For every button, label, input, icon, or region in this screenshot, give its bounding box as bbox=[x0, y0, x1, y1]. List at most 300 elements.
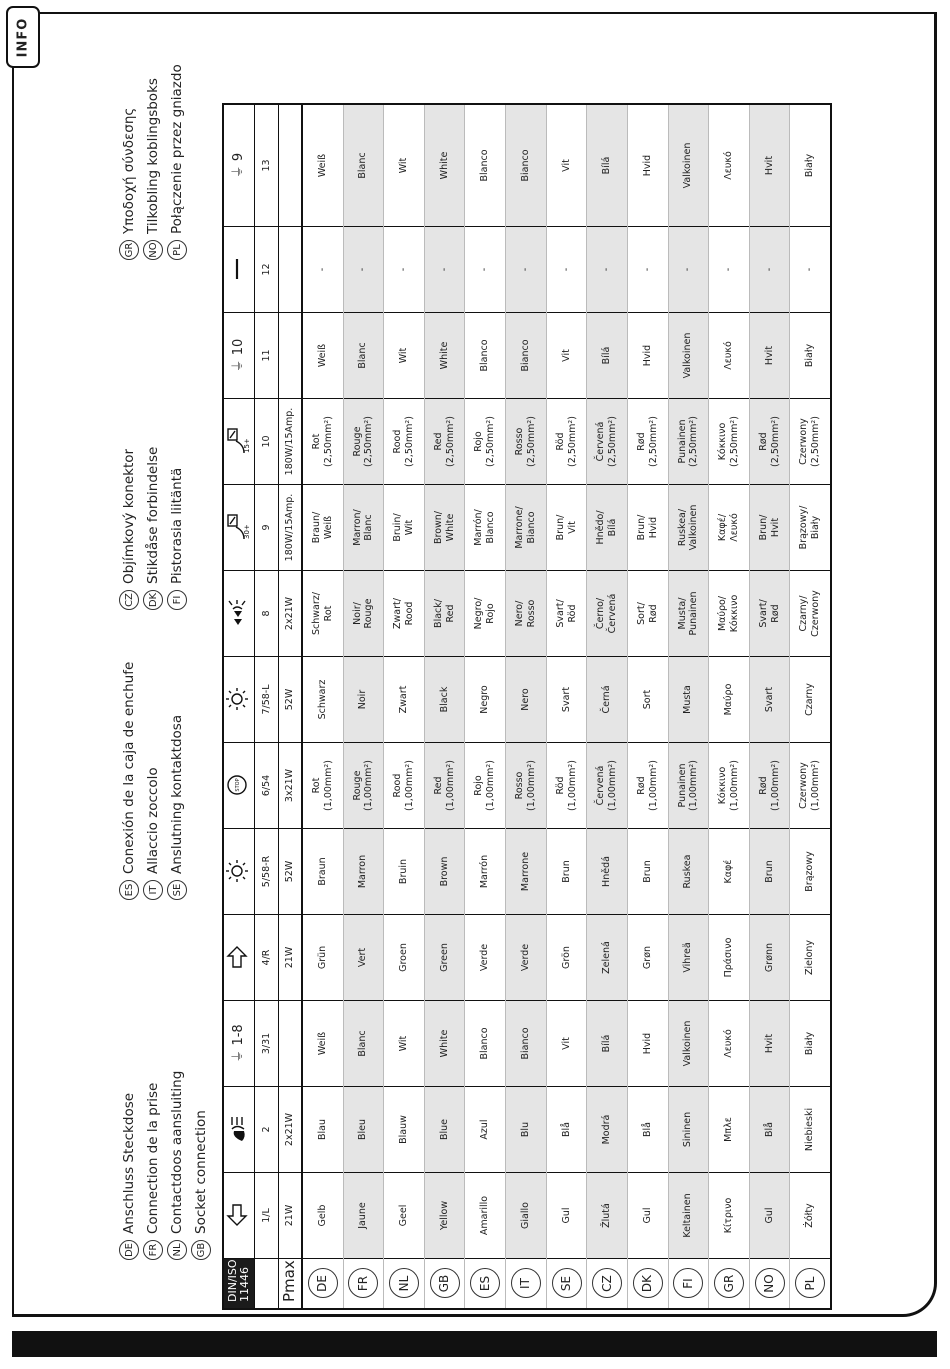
table-row bbox=[628, 105, 669, 1308]
wire-color-cell: Brun bbox=[750, 828, 790, 914]
wire-color-cell: Brun bbox=[628, 828, 668, 914]
wire-color-cell: - bbox=[425, 226, 465, 312]
pmax-value: 180W/15Amp. bbox=[279, 398, 301, 484]
wire-color-cell: Żółty bbox=[790, 1172, 830, 1258]
wire-color-cell: Brun/ Hvit bbox=[750, 484, 790, 570]
row-country-cell bbox=[344, 1258, 384, 1308]
wire-color-cell: White bbox=[425, 312, 465, 398]
wire-color-cell: Czarny/ Czerwony bbox=[790, 570, 830, 656]
ground-pin-label: ⏚ 9 bbox=[231, 152, 247, 179]
pin-number: 6/54 bbox=[255, 742, 277, 828]
column-icon-cell bbox=[224, 570, 254, 656]
wire-color-cell: Biały bbox=[804, 153, 816, 178]
column-icon-cell bbox=[224, 398, 254, 484]
wire-color-cell: Rød (1,00mm²) bbox=[750, 742, 790, 828]
wire-color-cell: Κόκκινο (2,50mm²) bbox=[709, 398, 749, 484]
wire-color-cell: Hvit bbox=[750, 1000, 790, 1086]
row-country-cell bbox=[587, 1258, 627, 1308]
wire-color-cell: Gul bbox=[750, 1172, 790, 1258]
wire-color-cell: Brązowy/ Biały bbox=[790, 484, 830, 570]
wire-color-cell: Gul bbox=[628, 1172, 668, 1258]
country-badge: DE bbox=[308, 1269, 338, 1299]
wire-color-cell: Keltainen bbox=[669, 1172, 709, 1258]
wire-color-cell: Braun bbox=[303, 828, 343, 914]
wire-color-cell: Sort bbox=[628, 656, 668, 742]
wire-color-cell: Green bbox=[425, 914, 465, 1000]
svg-text:30+: 30+ bbox=[243, 524, 252, 540]
wire-color-cell: Marrone bbox=[506, 828, 546, 914]
country-badge: PL bbox=[167, 240, 187, 260]
pin-number: 12 bbox=[255, 226, 277, 312]
legend-text: Anschluss Steckdose bbox=[121, 1092, 137, 1234]
wire-color-cell: Modrá bbox=[587, 1086, 627, 1172]
wire-color-cell: Zelená bbox=[587, 914, 627, 1000]
table-row bbox=[709, 105, 750, 1308]
country-badge: IT bbox=[143, 880, 163, 900]
fog-lamp-icon bbox=[224, 1116, 254, 1144]
column-icon-cell bbox=[224, 742, 254, 828]
row-country-cell bbox=[709, 1258, 749, 1308]
wire-color-cell: Punainen (1,00mm²) bbox=[669, 742, 709, 828]
country-badge: PL bbox=[795, 1269, 825, 1299]
wire-color-cell: Svart bbox=[750, 656, 790, 742]
wire-color-cell: Bílá bbox=[587, 105, 627, 226]
wire-color-cell: Czerwony (1,00mm²) bbox=[790, 742, 830, 828]
country-badge: GR bbox=[119, 240, 139, 260]
pin-number: 7/58-L bbox=[255, 656, 277, 742]
table-row bbox=[790, 105, 830, 1308]
wire-color-cell: Noir/ Rouge bbox=[344, 570, 384, 656]
tail-light-icon bbox=[224, 858, 254, 886]
legend-text: Połączenie przez gniazdo bbox=[169, 64, 185, 234]
wire-color-cell: - bbox=[750, 226, 790, 312]
legend-text: Connection de la prise bbox=[145, 1082, 161, 1234]
legend-item bbox=[165, 447, 189, 610]
wire-color-cell: White bbox=[425, 105, 465, 226]
wire-color-cell: Grün bbox=[303, 914, 343, 1000]
country-badge: NO bbox=[755, 1269, 785, 1299]
wire-color-cell: Nero bbox=[506, 656, 546, 742]
country-badge: ES bbox=[119, 880, 139, 900]
column-icon-cell bbox=[224, 484, 254, 570]
wire-color-cell: Azul bbox=[465, 1086, 505, 1172]
wire-color-cell: - bbox=[709, 226, 749, 312]
wire-color-cell: Yellow bbox=[425, 1172, 465, 1258]
table-row bbox=[587, 105, 628, 1308]
permanent-power-icon bbox=[224, 514, 254, 542]
wire-color-cell: Hnědá bbox=[587, 828, 627, 914]
table-row bbox=[547, 105, 588, 1308]
row-country-cell bbox=[465, 1258, 505, 1308]
wire-color-cell: Czerwony (2,50mm²) bbox=[790, 398, 830, 484]
column-icon-cell bbox=[224, 656, 254, 742]
legend-item bbox=[141, 64, 165, 260]
wire-color-cell: Hvid bbox=[628, 312, 668, 398]
legend-text: Socket connection bbox=[193, 1110, 209, 1234]
wire-color-cell: Red (2,50mm²) bbox=[425, 398, 465, 484]
rotated-content bbox=[85, 64, 845, 1310]
svg-text:15+: 15+ bbox=[243, 438, 252, 454]
wire-color-cell: Blanco bbox=[465, 1000, 505, 1086]
wire-color-cell: - bbox=[384, 226, 424, 312]
legend-text: Stikdåse forbindelse bbox=[145, 446, 161, 584]
pmax-value: 21W bbox=[279, 1172, 301, 1258]
wire-color-cell: Grön bbox=[547, 914, 587, 1000]
wire-color-cell: White bbox=[425, 1000, 465, 1086]
pmax-value bbox=[279, 105, 301, 226]
info-tag bbox=[6, 6, 40, 68]
wire-color-cell: Valkoinen bbox=[669, 312, 709, 398]
pmax-value: 52W bbox=[279, 828, 301, 914]
country-badge: GR bbox=[714, 1269, 744, 1299]
country-badge: GB bbox=[191, 1240, 211, 1260]
country-badge: DE bbox=[119, 1240, 139, 1260]
pmax-value bbox=[279, 1000, 301, 1086]
wire-color-cell: Rosso (1,00mm²) bbox=[506, 742, 546, 828]
wire-color-cell: Ruskea bbox=[669, 828, 709, 914]
turn-left-arrow-icon bbox=[224, 1202, 254, 1230]
wire-color-cell: Brun bbox=[547, 828, 587, 914]
wire-color-cell: - bbox=[506, 226, 546, 312]
wire-color-cell: Nero/ Rosso bbox=[506, 570, 546, 656]
wire-color-cell: Schwarz/ Rot bbox=[303, 570, 343, 656]
wire-color-cell: Černá bbox=[587, 656, 627, 742]
wire-color-cell: Groen bbox=[384, 914, 424, 1000]
wire-color-cell: Vit bbox=[547, 312, 587, 398]
row-country-cell bbox=[384, 1258, 424, 1308]
pmax-value: 52W bbox=[279, 656, 301, 742]
pin-number: 8 bbox=[255, 570, 277, 656]
wire-color-cell: Marron/ Blanc bbox=[344, 484, 384, 570]
wire-color-cell: Blanco bbox=[465, 312, 505, 398]
row-country-cell bbox=[425, 1258, 465, 1308]
wire-color-cell: Svart/ Rød bbox=[750, 570, 790, 656]
pin-number: 1/L bbox=[255, 1172, 277, 1258]
wire-color-cell: Λευκό bbox=[723, 151, 735, 180]
wire-color-cell: Brązowy bbox=[790, 828, 830, 914]
legend-text: Anslutning kontaktdosa bbox=[169, 714, 185, 874]
wire-color-cell: Biały bbox=[790, 1000, 830, 1086]
wire-color-cell: Amarillo bbox=[465, 1172, 505, 1258]
country-badge: DK bbox=[143, 590, 163, 610]
legend-item bbox=[117, 1071, 141, 1260]
row-country-cell bbox=[750, 1258, 790, 1308]
table-row bbox=[669, 105, 710, 1308]
wire-color-cell: Marron bbox=[344, 828, 384, 914]
wire-color-cell: Brun/ Hvid bbox=[628, 484, 668, 570]
row-country-cell bbox=[547, 1258, 587, 1308]
wire-color-cell: Gelb bbox=[303, 1172, 343, 1258]
row-country-cell bbox=[669, 1258, 709, 1308]
ignition-power-icon bbox=[224, 428, 254, 456]
wire-color-cell: Röd (2,50mm²) bbox=[547, 398, 587, 484]
legend-column bbox=[117, 662, 189, 900]
wire-color-cell: Hvit bbox=[750, 312, 790, 398]
wire-color-cell: Červená (1,00mm²) bbox=[587, 742, 627, 828]
table-row bbox=[425, 105, 466, 1308]
legend-item bbox=[141, 447, 165, 610]
wire-color-cell: Punainen (2,50mm²) bbox=[669, 398, 709, 484]
wire-color-cell: Grøn bbox=[628, 914, 668, 1000]
wire-color-cell: Zwart/ Rood bbox=[384, 570, 424, 656]
wire-color-cell: Giallo bbox=[506, 1172, 546, 1258]
country-badge: NO bbox=[143, 240, 163, 260]
legend-text: Conexión de la caja de enchufe bbox=[121, 661, 137, 874]
wire-color-cell: Bianco bbox=[506, 1000, 546, 1086]
wire-color-cell: Blå bbox=[750, 1086, 790, 1172]
wire-color-cell: Weiß bbox=[303, 1000, 343, 1086]
wire-color-cell: Μπλε bbox=[709, 1086, 749, 1172]
pin-number: 13 bbox=[260, 159, 272, 172]
wire-color-cell: - bbox=[547, 226, 587, 312]
table-row bbox=[384, 105, 425, 1308]
wire-color-cell: Bruin bbox=[384, 828, 424, 914]
wire-color-cell: Blå bbox=[547, 1086, 587, 1172]
icon-header-row bbox=[224, 105, 255, 1308]
wire-color-cell: Musta/ Punainen bbox=[669, 570, 709, 656]
pmax-value: 2x21W bbox=[279, 1086, 301, 1172]
wire-color-cell: Bianco bbox=[506, 312, 546, 398]
wire-color-cell: Blu bbox=[506, 1086, 546, 1172]
wire-color-cell: Rood (1,00mm²) bbox=[384, 742, 424, 828]
wire-color-cell: Žlutá bbox=[587, 1172, 627, 1258]
wire-color-cell: Vit bbox=[560, 159, 572, 172]
pmax-value bbox=[279, 226, 301, 312]
wire-color-cell: Κίτρινο bbox=[709, 1172, 749, 1258]
table-row bbox=[750, 105, 791, 1308]
wire-color-cell: Sininen bbox=[669, 1086, 709, 1172]
wire-color-cell: Καφέ/ Λευκό bbox=[709, 484, 749, 570]
wire-color-cell: Weiß bbox=[303, 312, 343, 398]
country-badge: FR bbox=[348, 1269, 378, 1299]
pmax-value: 3x21W bbox=[279, 742, 301, 828]
stop-light-icon bbox=[224, 772, 254, 800]
legend-text: Contactdoos aansluiting bbox=[169, 1070, 185, 1234]
table-row bbox=[344, 105, 385, 1308]
wire-color-cell: Czarny bbox=[790, 656, 830, 742]
country-badge: FI bbox=[167, 590, 187, 610]
wire-color-cell: Rouge (1,00mm²) bbox=[344, 742, 384, 828]
wiring-table bbox=[222, 103, 832, 1310]
wire-color-cell: Rød (1,00mm²) bbox=[628, 742, 668, 828]
pin-number: 5/58-R bbox=[255, 828, 277, 914]
wire-color-cell: Noir bbox=[344, 656, 384, 742]
wire-color-cell: Černo/ Červená bbox=[587, 570, 627, 656]
pmax-value: 2x21W bbox=[279, 570, 301, 656]
wire-color-cell: Marrone/ Bianco bbox=[506, 484, 546, 570]
row-country-cell bbox=[303, 1258, 343, 1308]
legend-item bbox=[117, 662, 141, 900]
legend-item bbox=[141, 1071, 165, 1260]
wire-color-cell: Negro/ Rojo bbox=[465, 570, 505, 656]
wire-color-cell: Zwart bbox=[384, 656, 424, 742]
legend-column bbox=[117, 1071, 213, 1260]
legend-column bbox=[117, 64, 189, 260]
wire-color-cell: Rot (2,50mm²) bbox=[303, 398, 343, 484]
column-icon-cell bbox=[224, 226, 254, 312]
country-badge: SE bbox=[167, 880, 187, 900]
table-cell bbox=[255, 1258, 277, 1308]
wire-color-cell: Vit bbox=[547, 1000, 587, 1086]
wire-color-cell: Bleu bbox=[344, 1086, 384, 1172]
wire-color-cell: Hvit bbox=[750, 105, 790, 226]
country-badge: FI bbox=[673, 1269, 703, 1299]
wire-color-cell: Black bbox=[425, 656, 465, 742]
wire-color-cell: - bbox=[628, 226, 668, 312]
wire-color-cell: Vihreä bbox=[669, 914, 709, 1000]
row-country-cell bbox=[790, 1258, 830, 1308]
country-badge: CZ bbox=[119, 590, 139, 610]
wire-color-cell: Rød (2,50mm²) bbox=[628, 398, 668, 484]
wire-color-cell: Μαύρο bbox=[709, 656, 749, 742]
wire-color-cell: Valkoinen bbox=[669, 1000, 709, 1086]
country-badge: SE bbox=[552, 1269, 582, 1299]
table-row bbox=[303, 105, 344, 1308]
table-row bbox=[506, 105, 547, 1308]
wire-color-cell: Bílá bbox=[587, 1000, 627, 1086]
column-icon-cell bbox=[224, 914, 254, 1000]
wire-color-cell: Blanc bbox=[344, 105, 384, 226]
wire-color-cell: Bruin/ Wit bbox=[384, 484, 424, 570]
wire-color-cell: Rojo (1,00mm²) bbox=[465, 742, 505, 828]
wire-color-cell: Blau bbox=[303, 1086, 343, 1172]
bottom-bar bbox=[12, 1331, 937, 1357]
pin-number: 9 bbox=[255, 484, 277, 570]
column-icon-cell bbox=[224, 1000, 254, 1086]
wire-color-cell: - bbox=[587, 226, 627, 312]
wire-color-cell: Červená (2,50mm²) bbox=[587, 398, 627, 484]
wire-color-cell: Verde bbox=[506, 914, 546, 1000]
legend-item bbox=[117, 64, 141, 260]
wire-color-cell: Wit bbox=[398, 157, 410, 174]
pmax-value: 180W/15Amp. bbox=[279, 484, 301, 570]
wire-color-cell: Valkoinen bbox=[669, 105, 709, 226]
wire-color-cell: Hnědo/ Bílá bbox=[587, 484, 627, 570]
wire-color-cell: Wit bbox=[384, 1000, 424, 1086]
tail-light-icon bbox=[224, 686, 254, 714]
country-badge: IT bbox=[511, 1269, 541, 1299]
wire-color-cell: - bbox=[303, 226, 343, 312]
wire-color-cell: Svart bbox=[547, 656, 587, 742]
unused-icon bbox=[224, 256, 254, 284]
legend-text: Tilkobling koblingsboks bbox=[145, 78, 161, 234]
legend-text: Allaccio zoccolo bbox=[145, 767, 161, 874]
legend-item bbox=[189, 1071, 213, 1260]
wire-color-cell: - bbox=[669, 226, 709, 312]
wire-color-cell: Κόκκινο (1,00mm²) bbox=[709, 742, 749, 828]
country-badge: FR bbox=[143, 1240, 163, 1260]
wire-color-cell: Braun/ Weiß bbox=[303, 484, 343, 570]
wire-color-cell: Bianco bbox=[506, 105, 546, 226]
row-country-cell bbox=[628, 1258, 668, 1308]
wire-color-cell: Καφέ bbox=[709, 828, 749, 914]
wire-color-cell: Brun/ Vit bbox=[547, 484, 587, 570]
country-badge: DK bbox=[633, 1269, 663, 1299]
column-icon-cell bbox=[224, 828, 254, 914]
wire-color-cell: Brown/ White bbox=[425, 484, 465, 570]
wire-color-cell: Πράσινο bbox=[709, 914, 749, 1000]
country-badge: ES bbox=[470, 1269, 500, 1299]
language-legend bbox=[117, 64, 209, 1260]
din-iso-label: DIN/ISO 11446 bbox=[224, 1258, 254, 1308]
wire-color-cell: Verde bbox=[465, 914, 505, 1000]
svg-text:STOP: STOP bbox=[235, 778, 242, 793]
pin-number: 11 bbox=[255, 312, 277, 398]
wire-color-cell: Red (1,00mm²) bbox=[425, 742, 465, 828]
country-badge: NL bbox=[167, 1240, 187, 1260]
pin-number: 10 bbox=[255, 398, 277, 484]
wire-color-cell: Hvid bbox=[641, 154, 653, 177]
pmax-label: Pmax bbox=[279, 1258, 301, 1308]
country-badge: NL bbox=[389, 1269, 419, 1299]
country-badge: GB bbox=[430, 1269, 460, 1299]
wire-color-cell: Wit bbox=[384, 312, 424, 398]
ground-pin-label: ⏚ 10 bbox=[231, 338, 247, 373]
wire-color-cell: Blanc bbox=[344, 312, 384, 398]
wire-color-cell: Marrón bbox=[465, 828, 505, 914]
legend-text: Υποδοχή σύνδεσης bbox=[121, 107, 137, 234]
wire-color-cell: Λευκό bbox=[709, 1000, 749, 1086]
wire-color-cell: Ruskea/ Valkoinen bbox=[669, 484, 709, 570]
legend-item bbox=[165, 1071, 189, 1260]
wire-color-cell: Marrón/ Blanco bbox=[465, 484, 505, 570]
wire-color-cell: Musta bbox=[669, 656, 709, 742]
wire-color-cell: - bbox=[465, 226, 505, 312]
pmax-value bbox=[279, 312, 301, 398]
wire-color-cell: Λευκό bbox=[709, 312, 749, 398]
legend-item bbox=[165, 662, 189, 900]
wire-color-cell: Röd (1,00mm²) bbox=[547, 742, 587, 828]
wire-color-cell: Hvid bbox=[628, 1000, 668, 1086]
wire-color-cell: Μαύρο/ Κόκκινο bbox=[709, 570, 749, 656]
wire-color-cell: Rosso (2,50mm²) bbox=[506, 398, 546, 484]
country-badge: CZ bbox=[592, 1269, 622, 1299]
legend-text: Objímkový konektor bbox=[121, 448, 137, 584]
wire-color-cell: Schwarz bbox=[303, 656, 343, 742]
wire-color-cell: Biały bbox=[790, 312, 830, 398]
legend-item bbox=[141, 662, 165, 900]
wire-color-cell: Blauw bbox=[384, 1086, 424, 1172]
wire-color-cell: - bbox=[344, 226, 384, 312]
wire-color-cell: Weiß bbox=[316, 153, 328, 178]
legend-text: Pistorasia liitäntä bbox=[169, 467, 185, 584]
pin-number-row bbox=[255, 105, 278, 1308]
column-icon-cell bbox=[224, 1086, 254, 1172]
wire-color-cell: Geel bbox=[384, 1172, 424, 1258]
reverse-light-icon bbox=[224, 600, 254, 628]
wire-color-cell: Zielony bbox=[790, 914, 830, 1000]
wire-color-cell: Grønn bbox=[750, 914, 790, 1000]
wire-color-cell: Vert bbox=[344, 914, 384, 1000]
pin-number: 3/31 bbox=[255, 1000, 277, 1086]
row-country-cell bbox=[506, 1258, 546, 1308]
wire-color-cell: Blanco bbox=[479, 149, 491, 182]
wire-color-cell: Rood (2,50mm²) bbox=[384, 398, 424, 484]
pmax-row bbox=[279, 105, 303, 1308]
wire-color-cell: Rød (2,50mm²) bbox=[750, 398, 790, 484]
pmax-value: 21W bbox=[279, 914, 301, 1000]
column-icon-cell bbox=[224, 105, 254, 226]
wire-color-cell: - bbox=[790, 226, 830, 312]
wire-color-cell: Gul bbox=[547, 1172, 587, 1258]
wire-color-cell: Blue bbox=[425, 1086, 465, 1172]
wire-color-cell: Niebieski bbox=[790, 1086, 830, 1172]
legend-column bbox=[117, 447, 189, 610]
ground-pin-label: ⏚ 1-8 bbox=[231, 1024, 247, 1063]
wire-color-cell: Sort/ Rød bbox=[628, 570, 668, 656]
wire-color-cell: Brown bbox=[425, 828, 465, 914]
wire-color-cell: Svart/ Röd bbox=[547, 570, 587, 656]
